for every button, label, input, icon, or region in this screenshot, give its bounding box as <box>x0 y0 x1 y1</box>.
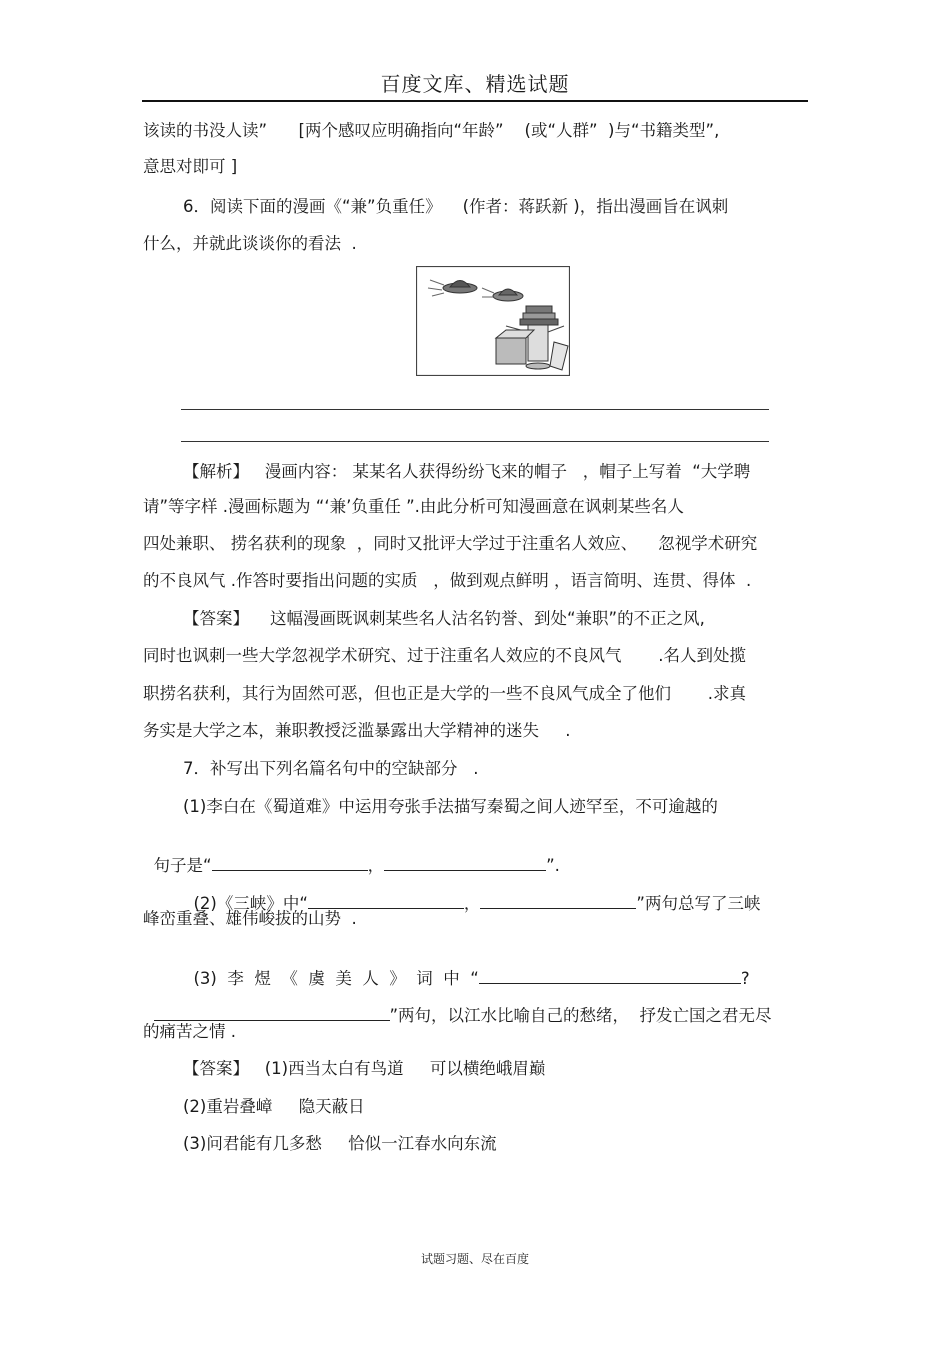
question-7-part-3-line-2 <box>143 983 772 1027</box>
question-6-analysis-line-3: 四处兼职、 捞名获利的现象 ，同时又批评大学过于注重名人效应、 忽视学术研究 <box>143 534 758 553</box>
question-7-part-2-line-2: 峰峦重叠、雄伟峻拔的山势 . <box>143 909 357 928</box>
question-6-answer-line-3: 职捞名获利，其行为固然可恶，但也正是大学的一些不良风气成全了他们 .求真 <box>143 684 746 703</box>
question-7-part-1-line-1: (1)李白在《蜀道难》中运用夸张手法描写秦蜀之间人迹罕至，不可逾越的 <box>183 797 718 816</box>
part-3-question-mark: ? <box>740 969 750 988</box>
fill-blank[interactable] <box>384 856 546 871</box>
part-1-prefix: 句子是“ <box>153 856 212 875</box>
question-6-line-2: 什么，并就此谈谈你的看法 . <box>143 234 357 253</box>
question-6-answer-line-4: 务实是大学之本，兼职教授泛滥暴露出大学精神的迷失 . <box>143 721 571 740</box>
cartoon-image <box>416 266 570 376</box>
part-3-suffix: ”两句，以江水比喻自己的愁绪， 抒发亡国之君无尽 <box>389 1006 772 1025</box>
blank-separator: ， <box>463 894 481 913</box>
question-7-answer-line-3: (3)问君能有几多愁 恰似一江春水向东流 <box>183 1134 497 1153</box>
page-footer: 试题习题、尽在百度 <box>420 1252 529 1266</box>
question-7-stem: 7．补写出下列名篇名句中的空缺部分 . <box>183 759 479 778</box>
part-2-prefix: (2)《三峡》中“ <box>193 894 308 913</box>
header-divider <box>142 100 808 102</box>
fill-blank[interactable] <box>212 856 368 871</box>
question-6-answer-line-1: 【答案】 这幅漫画既讽刺某些名人沽名钓誉、到处“兼职”的不正之风, <box>183 609 705 628</box>
prev-answer-line-1: 该读的书没人读” [两个感叹应明确指向“年龄” (或“人群” )与“书籍类型”, <box>143 121 720 140</box>
page-header-title: 百度文库、精选试题 <box>380 72 570 96</box>
part-1-suffix: ”. <box>546 856 560 875</box>
question-6-answer-line-2: 同时也讽刺一些大学忽视学术研究、过于注重名人效应的不良风气 .名人到处揽 <box>143 646 746 665</box>
part-2-suffix: ”两句总写了三峡 <box>636 894 761 913</box>
prev-answer-line-2: 意思对即可 ] <box>143 157 238 176</box>
question-7-answer-line-1: 【答案】 (1)西当太白有鸟道 可以横绝峨眉巅 <box>183 1059 546 1078</box>
fill-blank[interactable] <box>479 969 741 984</box>
fill-blank[interactable] <box>308 894 464 909</box>
fill-blank[interactable] <box>480 894 636 909</box>
fill-blank[interactable] <box>154 1006 390 1021</box>
question-6-line-1: 6．阅读下面的漫画《“兼”负重任》 (作者：蒋跃新 )，指出漫画旨在讽刺 <box>183 197 729 216</box>
part-3-prefix: (3) 李 煜 《 虞 美 人 》 词 中 “ <box>193 969 479 988</box>
question-7-part-3-line-3: 的痛苦之情 . <box>143 1022 236 1041</box>
question-6-analysis-line-2: 请”等字样 .漫画标题为 “‘兼’负重任 ”.由此分析可知漫画意在讽刺某些名人 <box>143 497 684 516</box>
question-6-analysis-line-4: 的不良风气 .作答时要指出问题的实质 ，做到观点鲜明 ，语言简明、连贯、得体 . <box>143 571 752 590</box>
question-6-analysis-line-1: 【解析】 漫画内容： 某某名人获得纷纷飞来的帽子 ，帽子上写着 “大学聘 <box>183 462 751 481</box>
question-7-answer-line-2: (2)重岩叠嶂 隐天蔽日 <box>183 1097 365 1116</box>
answer-blank-line-1[interactable] <box>181 409 769 410</box>
answer-blank-line-2[interactable] <box>181 441 769 442</box>
blank-separator: ， <box>367 856 385 875</box>
